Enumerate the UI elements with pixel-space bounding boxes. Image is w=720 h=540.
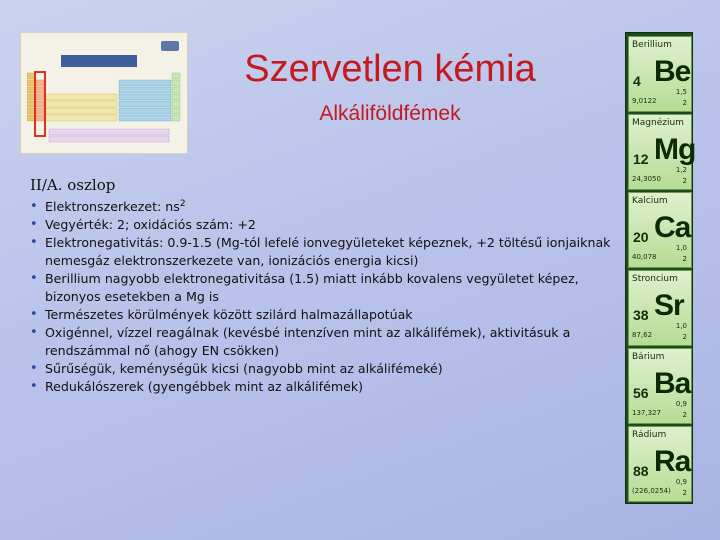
periodic-table-thumbnail: [20, 32, 188, 154]
element-symbol: Sr: [654, 289, 684, 322]
atomic-mass: 24,3050: [632, 175, 661, 183]
list-item: [30, 270, 630, 306]
oxidation-state: 2: [682, 177, 687, 185]
element-name: Berillium: [632, 40, 672, 50]
element-cell-magnesium: [628, 114, 696, 190]
thumbnail-banner: [61, 55, 137, 67]
bullet-text: Sűrűségük, keménységük kicsi (nagyobb mint az alkálifémeké): [45, 361, 443, 376]
bullet-text: Berillium nagyobb elektronegativitása (1.5) miatt inkább kovalens vegyületet képez, bizonyos esetekben a Mg is: [45, 271, 579, 304]
atomic-mass: 40,078: [632, 253, 657, 261]
atomic-mass: (226,0254): [632, 487, 671, 495]
oxidation-state: 2: [682, 255, 687, 263]
element-name: Kalcium: [632, 196, 668, 206]
list-item: [30, 306, 630, 324]
element-strip: [625, 32, 696, 504]
atomic-number: 56: [633, 385, 649, 401]
element-cell-radium: [628, 426, 692, 502]
electronegativity: 1,2: [675, 166, 687, 174]
element-cell-strontium: [628, 270, 692, 346]
bullet-text: Oxigénnel, vízzel reagálnak (kevésbé intenzíven mint az alkálifémek), aktivitásuk a rendszámmal nő (ahogy EN csökken): [45, 325, 571, 358]
bullet-text: Természetes körülmények között szilárd halmazállapotúak: [45, 307, 413, 322]
element-symbol: Be: [654, 55, 691, 88]
bullet-icon: •: [30, 379, 38, 394]
bullet-icon: •: [30, 235, 38, 250]
content-area: [30, 176, 630, 396]
atomic-number: 12: [633, 151, 649, 167]
slide-subtitle: Alkáliföldfémek: [319, 102, 461, 125]
list-item: [30, 234, 630, 270]
electronegativity: 0,9: [675, 400, 687, 408]
atomic-number: 88: [633, 463, 649, 479]
element-symbol: Ba: [654, 367, 691, 400]
atomic-number: 20: [633, 229, 649, 245]
electronegativity: 0,9: [675, 478, 687, 486]
list-item: [30, 360, 630, 378]
slide-title: Szervetlen kémia: [244, 48, 536, 90]
bullet-text: Elektronegativitás: 0.9-1.5 (Mg-tól lefelé ionvegyületeket képeznek, +2 töltésű ionjaiknak nemesgáz elektronszerkezete van, ionizációs energia kicsi): [45, 235, 611, 268]
atomic-mass: 137,327: [632, 409, 661, 417]
element-name: Bárium: [632, 352, 665, 362]
oxidation-state: 2: [682, 411, 687, 419]
element-name: Stroncium: [632, 274, 678, 284]
list-item: [30, 216, 630, 234]
bullet-icon: •: [30, 325, 38, 340]
bullet-icon: •: [30, 271, 38, 286]
bullet-icon: •: [30, 361, 38, 376]
bullet-list: [30, 198, 630, 396]
bullet-icon: •: [30, 217, 38, 232]
group-2-highlight: [34, 71, 46, 137]
element-cell-barium: [628, 348, 692, 424]
atomic-mass: 87,62: [632, 331, 653, 339]
periodic-table-grid: [27, 55, 181, 151]
bullet-text: Vegyérték: 2; oxidációs szám: +2: [45, 217, 256, 232]
electronegativity: 1,5: [675, 88, 687, 96]
element-name: Rádium: [632, 430, 667, 440]
bullet-icon: •: [30, 199, 38, 214]
list-item: [30, 324, 630, 360]
bullet-text: Redukálószerek (gyengébbek mint az alkálifémek): [45, 379, 364, 394]
oxidation-state: 2: [682, 333, 687, 341]
oxidation-state: 2: [682, 489, 687, 497]
oxidation-state: 2: [682, 99, 687, 107]
list-item: [30, 378, 630, 396]
element-symbol: Mg: [654, 133, 696, 166]
electronegativity: 1,0: [675, 322, 687, 330]
atomic-number: 4: [633, 73, 641, 89]
element-cell-calcium: [628, 192, 692, 268]
electronegativity: 1,0: [675, 244, 687, 252]
bullet-icon: •: [30, 307, 38, 322]
atomic-number: 38: [633, 307, 649, 323]
element-symbol: Ca: [654, 211, 691, 244]
superscript: 2: [179, 198, 186, 209]
thumbnail-logo: [161, 41, 179, 51]
list-item: [30, 198, 630, 216]
content-heading: II/A. oszlop: [30, 176, 116, 194]
element-cell-beryllium: [628, 36, 692, 112]
atomic-mass: 9,0122: [632, 97, 657, 105]
bullet-text: Elektronszerkezet: ns: [45, 199, 180, 214]
element-symbol: Ra: [654, 445, 691, 478]
element-name: Magnézium: [632, 118, 684, 128]
